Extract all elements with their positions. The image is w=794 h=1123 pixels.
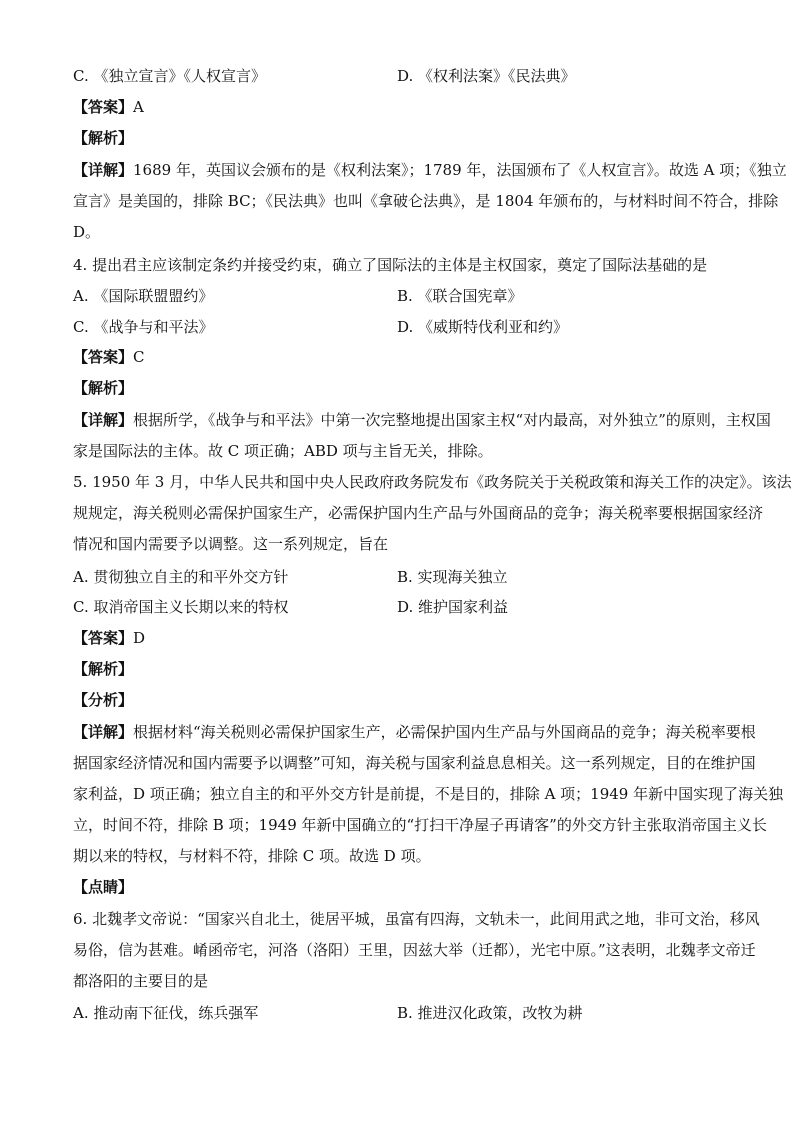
- q4-option-d: D. 《威斯特伐利亚和约》: [397, 318, 569, 336]
- q5-dianjing-tag: 【点睛】: [73, 878, 134, 896]
- q5-option-a: A. 贯彻独立自主的和平外交方针: [73, 568, 289, 586]
- q4-option-b: B. 《联合国宪章》: [397, 287, 523, 305]
- q5-detail-paragraph: 【详解】根据材料“海关税则必需保护国家生产，必需保护国内生产品与外国商品的竞争；海关税率要根 据国家经济情况和国内需要予以调整”可知，海关税与国家利益息息相关。这一系列规定，目的在维护国 家利益，D 项正确；独立自主的和平外交方针是前提，不是目的，排除 A 项；1949 年新中国实现了海关独 立，时间不符，排除 B 项；1949 年新中国确立的“打扫干净屋子再请客”的外交方针主张取消帝国主义长 期以来的特权，与材料不符，排除 C 项。故选 D 项。: [73, 723, 784, 865]
- q5-analysis-tag: 【解析】: [73, 660, 134, 678]
- q5-option-d: D. 维护国家利益: [397, 598, 509, 616]
- q5-option-c: C. 取消帝国主义长期以来的特权: [73, 598, 289, 616]
- answer-tag: 【答案】: [73, 98, 134, 116]
- q3-analysis-tag: 【解析】: [73, 129, 134, 147]
- q3-option-d: D. 《权利法案》《民法典》: [397, 67, 576, 85]
- q3-detail-paragraph: 【详解】1689 年，英国议会颁布的是《权利法案》；1789 年，法国颁布了《人权宣言》。故选 A 项；《独立 宣言》是美国的，排除 BC；《民法典》也叫《拿破仑法典》，是 1804 年颁布的，与材料时间不符合，排除 D。: [73, 161, 787, 241]
- q3-answer-row: [73, 97, 144, 117]
- q4-stem: 4. 提出君主应该制定条约并接受约束，确立了国际法的主体是主权国家，奠定了国际法基础的是: [73, 256, 708, 274]
- q4-analysis-tag: 【解析】: [73, 379, 134, 397]
- q4-detail-paragraph: 【详解】根据所学，《战争与和平法》中第一次完整地提出国家主权“对内最高，对外独立”的原则，主权国 家是国际法的主体。故 C 项正确；ABD 项与主旨无关，排除。: [73, 411, 771, 460]
- q6-stem: 6. 北魏孝文帝说：“国家兴自北土，徙居平城，虽富有四海，文轨未一，此间用武之地，非可文治，移风 易俗，信为甚难。崤函帝宅，河洛（洛阳）王里，因兹大举（迁都），光宅中原。”这表明，北魏孝文帝迁 都洛阳的主要目的是: [73, 910, 760, 990]
- q3-answer-value: A: [133, 98, 144, 116]
- detail-tag: 【详解】: [73, 161, 134, 179]
- q4-answer-value: C: [133, 348, 145, 366]
- q5-option-b: B. 实现海关独立: [397, 568, 508, 586]
- q6-option-b: B. 推进汉化政策，改牧为耕: [397, 1004, 583, 1022]
- q5-answer-row: 【答案】D: [73, 629, 146, 647]
- q3-option-c: C. 《独立宣言》《人权宣言》: [73, 67, 266, 85]
- q6-option-a: A. 推动南下征伐，练兵强军: [73, 1004, 259, 1022]
- q4-answer-row: 【答案】C: [73, 348, 145, 366]
- q4-option-c: C. 《战争与和平法》: [73, 318, 214, 336]
- q5-answer-value: D: [133, 629, 146, 647]
- q5-fenxi-tag: 【分析】: [73, 691, 134, 709]
- q5-stem: 5. 1950 年 3 月，中华人民共和国中央人民政府政务院发布《政务院关于关税政策和海关工作的决定》。该法 规规定，海关税则必需保护国家生产，必需保护国内生产品与外国商品的竞争；海关税率要根据国家经济 情况和国内需要予以调整。这一系列规定，旨在: [73, 473, 792, 553]
- q4-option-a: A. 《国际联盟盟约》: [73, 287, 214, 305]
